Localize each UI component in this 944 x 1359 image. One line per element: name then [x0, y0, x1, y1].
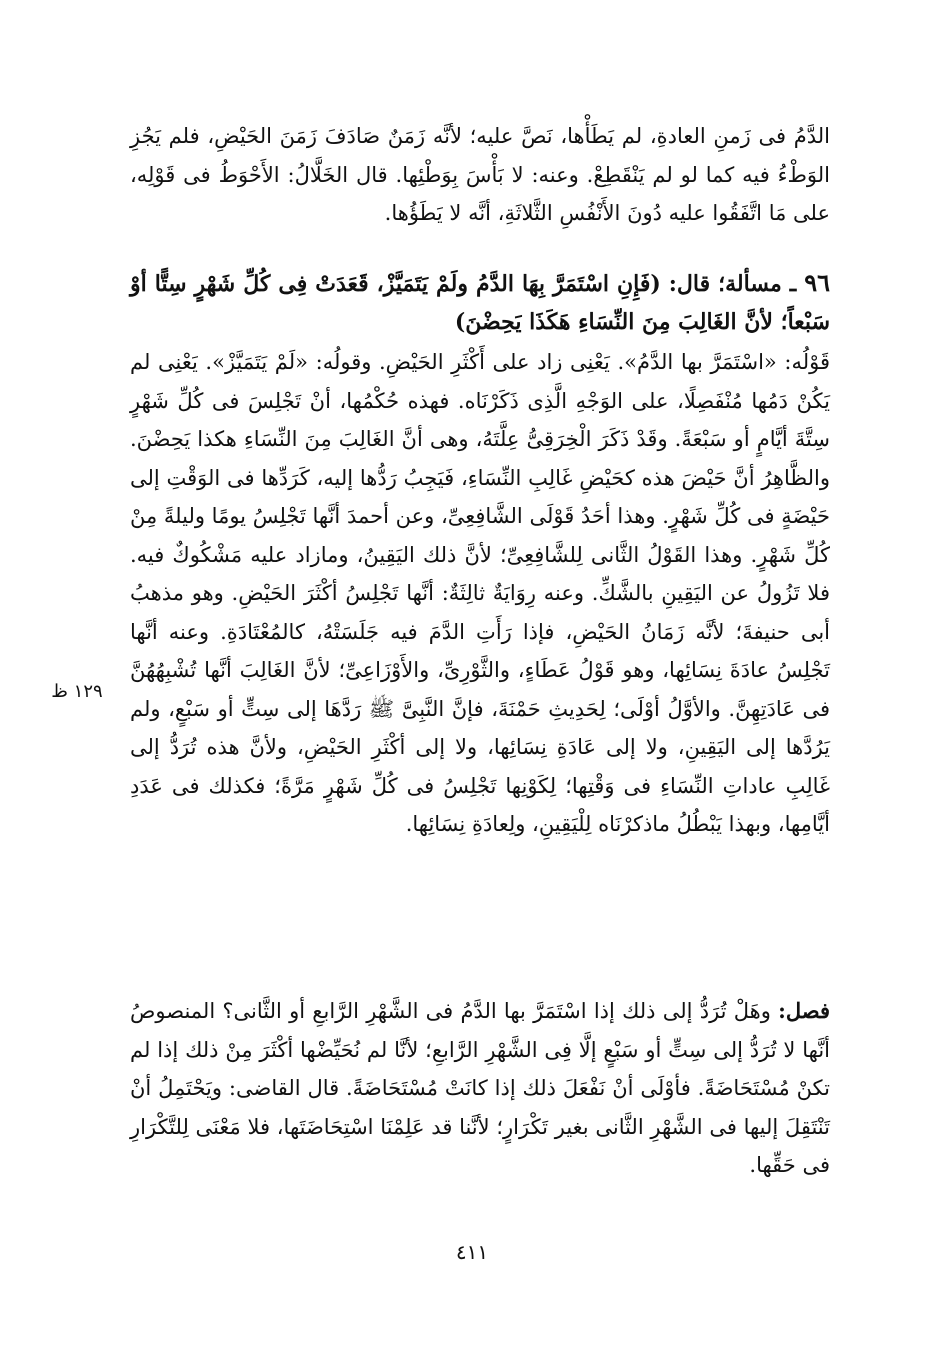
paragraph-intro: الدَّمُ فى زَمنِ العادةِ، لم يَطَأْها، نَصَّ عليه؛ لأنَّه زَمَنٌ صَادَفَ زَمَنَ الحَيْضِ، فلم يَجُزِ الوَطْءُ فيه كما لو لم يَنْقَطِعْ. وعنه: لا بَأْسَ بِوَطْئِها. قال الخَلَّالُ: الأَحْوَطُ فى قَوْلِه، على مَا اتَّفَقُوا عليه دُونَ الأَنْفُسِ الثَّلاثَةِ، أنَّه لا يَطَؤُها.	[130, 124, 830, 225]
issue-number: ٩٦	[804, 268, 830, 297]
fasl-text: وهَلْ تُرَدُّ إلى ذلك إذا اسْتَمَرَّ بها الدَّمُ فى الشَّهْرِ الرَّابعِ أو الثَّانى؟ المنصوصُ أنَّها لا تُرَدُّ إلى سِتٍّ أو سَبْعٍ إلَّا فِى الشَّهْرِ الرَّابعِ؛ لأنَّا لم نُحَيِّضْها أكْثَرَ مِنْ ذلك إذا لم تكنْ مُسْتَحَاضَةً. فأوْلَى أنْ نَفْعَلَ ذلك إذا كانَتْ مُسْتَحَاضَةً. قال القاضى: ويَحْتَمِلُ أنْ تَنْتَقِلَ إليها فى الشَّهْرِ الثَّانى بغير تَكْرَارٍ؛ لأنَّنا قد عَلِمْنَا اسْتِحَاضَتَها، فلا مَعْنَى لِلتَّكْرَارِ فى حَقِّها.	[130, 999, 830, 1177]
fasl-label: فصل:	[778, 998, 830, 1023]
issue-text: ـ مسألة؛ قال: (فَإِنِ اسْتَمَرَّ بِهَا الدَّمُ ولَمْ يَتَمَيَّزْ، قَعَدَتْ فِى كُلِّ شَهْرٍ سِتًّا أوْ سَبْعاً؛ لأنَّ الغَالِبَ مِنَ النِّسَاءِ هَكَذَا يَحِضْنَ)	[130, 271, 830, 335]
page-number: ٤١١	[455, 1240, 489, 1264]
paragraph-fasl	[130, 992, 830, 1185]
issue-heading	[130, 264, 830, 341]
paragraph-commentary: قَوْلُه: «اسْتَمَرَّ بها الدَّمُ». يَعْنِى زاد على أَكْثَرِ الحَيْضِ. وقولُه: «لَمْ يَتَمَيَّزْ». يَعْنِى لم يَكُنْ دَمُها مُنْفَصِلًا، على الوَجْهِ الَّذِى ذَكَرْنَاه. فهذه حُكْمُها، أنْ تَجْلِسَ فى كُلِّ شَهْرٍ سِتَّةَ أيَّامٍ أو سَبْعَةً. وقَدْ ذَكَرَ الْخِرَقِىُّ عِلَّتَهُ، وهى أنَّ الغَالِبَ مِنَ النِّسَاءِ هكذا يَحِضْنَ. والظَّاهِرُ أنَّ حَيْضَ هذه كحَيْضِ غَالِبِ النِّسَاءِ، فَيَجِبُ رَدُّها إليه، كَرَدِّها فى الوَقْتِ إلى حَيْضَةٍ فى كُلِّ شَهْرٍ. وهذا أحَدُ قَوْلَى الشَّافِعِىِّ، وعن أحمدَ أنَّها تَجْلِسُ يومًا وليلةً مِنْ كُلِّ شَهْرٍ. وهذا القَوْلُ الثَّانى لِلشَّافِعِىِّ؛ لأنَّ ذلك اليَقِينُ، ومازاد عليه مَشْكُوكٌ فيه. فلا تَزُولُ عن اليَقِينِ بالشَّكِّ. وعنه رِوَايَةٌ ثالِثَةٌ: أنَّها تَجْلِسُ أكْثَرَ الحَيْضِ. وهو مذهبُ أبى حنيفةَ؛ لأنَّه زَمَانُ الحَيْضِ، فإذا رَأَتِ الدَّمَ فيه جَلَسَتْهُ، كالمُعْتَادَةِ. وعنه أنَّها تَجْلِسُ عادَةَ نِسَائِها، وهو قَوْلُ عَطَاءٍ، والثَّوْرِىِّ، والأَوْزَاعِىِّ؛ لأنَّ الغَالِبَ أنَّها تُشْبِهُهُنَّ فى عَادَتِهِنَّ. والأوَّلُ أوْلَى؛ لِحَدِيثِ حَمْنَةَ، فإنَّ النَّبِىَّ ﷺ رَدَّهَا إلى سِتٍّ أو سَبْعٍ، ولم يَرُدَّها إلى اليَقِينِ، ولا إلى عَادَةِ نِسَائِها، ولا إلى أكْثَرِ الحَيْضِ، ولأنَّ هذه تُرَدُّ إلى غَالِبِ عاداتِ النِّسَاءِ فى وَقْتِها؛ لِكَوْنِها تَجْلِسُ فى كُلِّ شَهْرٍ مَرَّةً؛ فكذلك فى عَدَدِ أيَّامِها، وبهذا يَبْطُلُ ماذكرْنَاه لِلْيَقِينِ، ولِعادَةِ نِسَائِها.	[130, 350, 830, 836]
margin-folio-note: ١٢٩ ظ	[51, 681, 103, 702]
